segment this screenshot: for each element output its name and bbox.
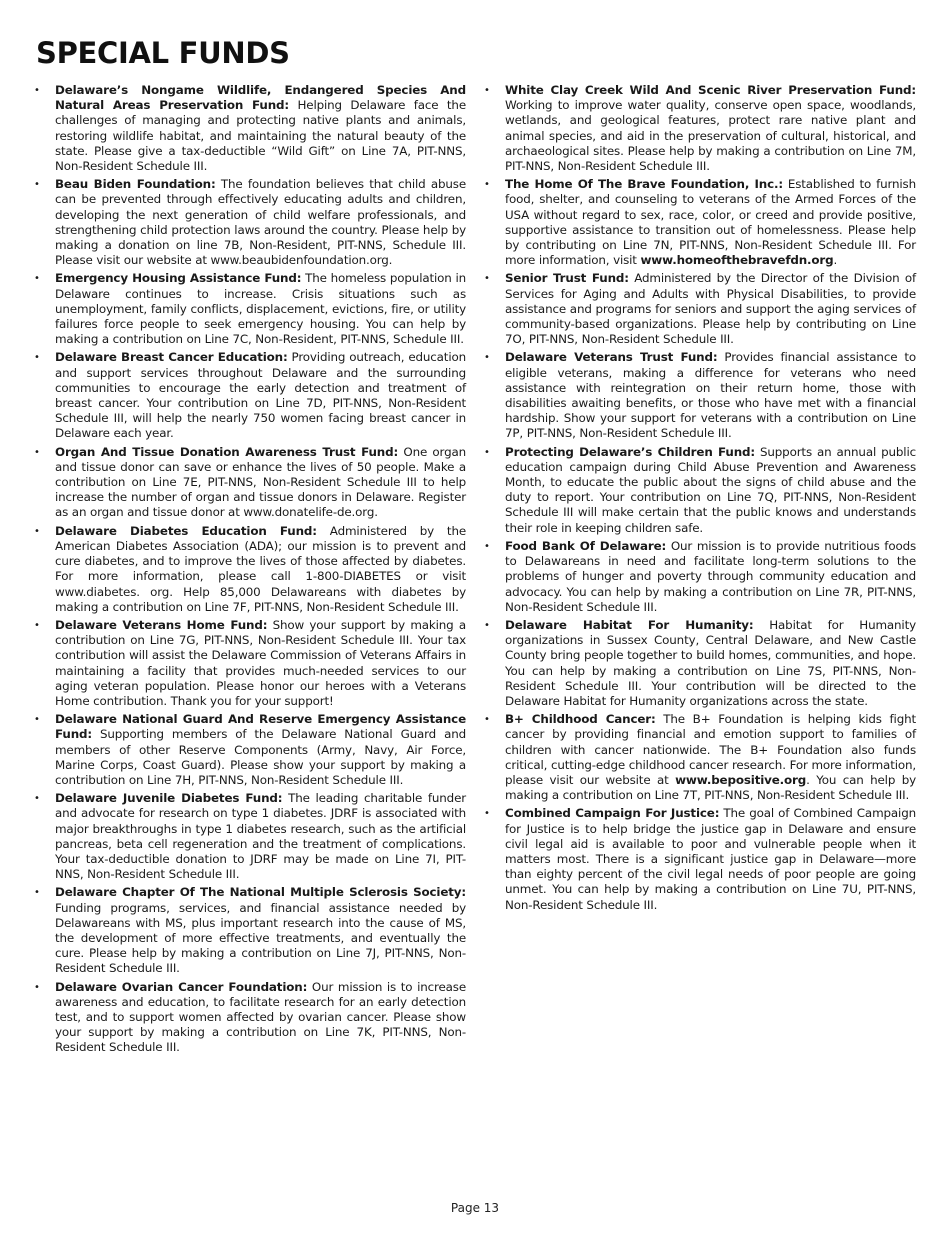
fund-description: Administered by the American Diabetes Association (ADA); our mission is to prevent and cure diabetes, and to improve the lives of those affected by diabetes. For more information, please call 1-800-DIABETES or visit www.diabetes. org. Help 85,000 Delawareans with diabetes by making a contribution on Line 7F, PIT-NNS, Non-Resident Schedule III. xyxy=(55,523,466,614)
fund-description: The leading charitable funder and advocate for research on type 1 diabetes. JDRF is associated with major breakthroughs in type 1 diabetes research, such as the artificial pancreas, beta cell regeneration and the treatment of complications. Your tax-deductible donation to JDRF may be made on Line 7I, PIT-NNS, Non-Resident Schedule III. xyxy=(55,791,466,882)
fund-name: Delaware Habitat For Humanity: xyxy=(505,617,754,632)
fund-item xyxy=(32,350,466,441)
fund-name: Delaware Breast Cancer Education: xyxy=(55,350,288,365)
bullet-icon: • xyxy=(484,808,490,820)
page-number: Page 13 xyxy=(450,1201,500,1215)
fund-item xyxy=(32,885,466,976)
fund-name: Organ And Tissue Donation Awareness Trust Fund: xyxy=(55,444,399,459)
bullet-icon: • xyxy=(484,179,490,191)
fund-description: The B+ Foundation is helping kids fight cancer by providing financial and emotion support to families of children with cancer nationwide. The B+ Foundation also funds critical, cutting-edge childhood cancer research. For more information, please visit our website at xyxy=(505,712,916,787)
bullet-icon: • xyxy=(484,714,490,726)
fund-item xyxy=(482,712,916,803)
bullet-icon: • xyxy=(34,179,40,191)
fund-item xyxy=(482,806,916,912)
fund-description: Show your support by making a contribution on Line 7G, PIT-NNS, Non-Resident Schedule III. Your tax contribution will assist the Delaware Commission of Veterans Affairs in maintaining a facility that provides much-needed services to our aging veteran population. Please honor our heroes with a Veterans Home contribution. Thank you for your support! xyxy=(55,617,466,708)
fund-description: Habitat for Humanity organizations in Sussex County, Central Delaware, and New Castle County bring people together to build homes, communities, and hope. You can help by making a contribution on Line 7S, PIT-NNS, Non-Resident Schedule III. Your contribution will be directed to the Delaware Habitat for Humanity organizations across the state. xyxy=(505,617,916,708)
fund-item xyxy=(32,271,466,347)
fund-item xyxy=(482,618,916,709)
bullet-icon: • xyxy=(484,352,490,364)
fund-item xyxy=(32,712,466,788)
bullet-icon: • xyxy=(34,981,40,993)
fund-item xyxy=(32,618,466,709)
fund-name: Senior Trust Fund: xyxy=(505,271,629,286)
fund-name: Delaware Veterans Home Fund: xyxy=(55,617,268,632)
fund-name: Delaware Veterans Trust Fund: xyxy=(505,350,718,365)
fund-description: The foundation believes that child abuse can be prevented through effectively educating adults and children, developing the next generation of child welfare professionals, and strengthening child protection laws around the country. Please help by making a donation on line 7B, Non-Resident, PIT-NNS, Schedule III. Please visit our website at www.beaubidenfoundation.org. xyxy=(55,177,466,268)
fund-description: Supports an annual public education campaign during Child Abuse Prevention and Awareness Month, to educate the public about the signs of child abuse and the duty to report. Your contribution on Line 7Q, PIT-NNS, Non-Resident Schedule III will make certain that the public knows and understands their role in keeping children safe. xyxy=(505,444,916,535)
bullet-icon: • xyxy=(34,525,40,537)
fund-description: Provides financial assistance to eligible veterans, making a difference for veterans who need assistance with reintegration on their return home, those with disabilities awaiting benefits, or those who have met with a financial hardship. Show your support for veterans with a contribution on Line 7P, PIT-NNS, Non-Resident Schedule III. xyxy=(505,350,916,441)
fund-item xyxy=(482,271,916,347)
fund-description-end: . You can help by making a contribution on Line 7T, PIT-NNS, Non-Resident Schedule III. xyxy=(505,772,916,803)
fund-item xyxy=(482,445,916,536)
bullet-icon: • xyxy=(484,85,490,96)
fund-description: Working to improve water quality, conserve open space, woodlands, wetlands, and geological features, protect rare native plant and animal species, and aid in the preservation of cultural, historical, and archaeological sites. Please help by making a contribution on Line 7M, PIT-NNS, Non-Resident Schedule III. xyxy=(505,98,916,174)
bullet-icon: • xyxy=(34,793,40,805)
fund-description: Established to furnish food, shelter, and counseling to veterans of the Armed Forces of the USA without regard to sex, race, color, or creed and provide positive, supportive assistance to transition out of homelessness. Please help by contributing on Line 7N, PIT-NNS, Non-Resident Schedule III. For more information, visit xyxy=(505,177,916,268)
website-link[interactable]: www.homeofthebravefdn.org xyxy=(640,253,834,268)
fund-description: Providing outreach, education and support services throughout Delaware and the surrounding communities to encourage the early detection and treatment of breast cancer. Your contribution on Line 7D, PIT-NNS, Non-Resident Schedule III, will help the nearly 750 women facing breast cancer in Delaware each year. xyxy=(55,350,466,441)
fund-description: The goal of Combined Campaign for Justice is to help bridge the justice gap in Delaware and ensure civil legal aid is available to poor and vulnerable people when it matters most. There is a significant justice gap in Delaware—more than eighty percent of the civil legal needs of poor people are going unmet. You can help by making a contribution on Line 7U, PIT-NNS, Non-Resident Schedule III. xyxy=(505,806,916,912)
fund-item xyxy=(482,350,916,441)
fund-name: Delaware’s Nongame Wildlife, Endangered Species And Natural Areas Preservation Fund: xyxy=(55,83,466,113)
website-link[interactable]: www.bepositive.org xyxy=(675,772,807,787)
fund-name: Delaware Diabetes Education Fund: xyxy=(55,523,317,538)
bullet-icon: • xyxy=(484,446,490,458)
bullet-icon: • xyxy=(34,887,40,899)
fund-name: Delaware Juvenile Diabetes Fund: xyxy=(55,791,283,806)
fund-description: One organ and tissue donor can save or enhance the lives of 50 people. Make a contribution on Line 7E, PIT-NNS, Non-Resident Schedule III to help increase the number of organ and tissue donors in Delaware. Register as an organ and tissue donor at www.donatelife-de.org. xyxy=(55,444,466,520)
fund-description: Our mission is to increase awareness and education, to facilitate research for an early detection test, and to support women affected by ovarian cancer. Please show your support by making a contribution on Line 7K, PIT-NNS, Non-Resident Schedule III. xyxy=(55,979,466,1055)
fund-description: Administered by the Director of the Division of Services for Aging and Adults with Physical Disabilities, to provide assistance and programs for seniors and support the aging services of community-based organizations. Please help by contributing on Line 7O, PIT-NNS, Non-Resident Schedule III. xyxy=(505,271,916,347)
fund-item xyxy=(32,83,466,174)
fund-name: Delaware Ovarian Cancer Foundation: xyxy=(55,979,308,994)
fund-name: The Home Of The Brave Foundation, Inc.: xyxy=(505,177,783,192)
fund-name: Delaware Chapter Of The National Multiple Sclerosis Society: xyxy=(55,885,466,900)
fund-item xyxy=(482,539,916,615)
bullet-icon: • xyxy=(34,446,40,458)
fund-name: Food Bank Of Delaware: xyxy=(505,538,667,553)
fund-name: Emergency Housing Assistance Fund: xyxy=(55,271,302,286)
bullet-icon: • xyxy=(34,352,40,364)
bullet-icon: • xyxy=(34,619,40,631)
page-title: SPECIAL FUNDS xyxy=(36,36,290,70)
fund-name: Delaware National Guard And Reserve Emergency Assistance Fund: xyxy=(55,712,466,742)
fund-name: Beau Biden Foundation: xyxy=(55,177,216,192)
fund-description: Our mission is to provide nutritious foods to Delawareans in need and facilitate long-term solutions to the problems of hunger and poverty through community education and advocacy. You can help by making a contribution on Line 7R, PIT-NNS, Non-Resident Schedule III. xyxy=(505,538,917,614)
fund-name: White Clay Creek Wild And Scenic River Preservation Fund: xyxy=(505,83,916,97)
fund-description: The homeless population in Delaware continues to increase. Crisis situations such as unemployment, family conflicts, displacement, evictions, fire, or utility failures force people to seek emergency housing. You can help by making a contribution on Line 7C, Non-Resident, PIT-NNS, Schedule III. xyxy=(55,271,466,347)
fund-name: Combined Campaign For Justice: xyxy=(505,806,720,821)
fund-item xyxy=(482,177,916,268)
bullet-icon: • xyxy=(484,619,490,631)
bullet-icon: • xyxy=(34,714,40,726)
right-fund-list xyxy=(482,83,916,916)
left-fund-list xyxy=(32,83,466,1059)
bullet-icon: • xyxy=(484,273,490,285)
fund-item xyxy=(32,791,466,882)
fund-description: Funding programs, services, and financial assistance needed by Delawareans with MS, plus important research into the cause of MS, the development of more effective treatments, and eventually the cure. Please help by making a contribution on Line 7J, PIT-NNS, Non-Resident Schedule III. xyxy=(55,900,466,976)
fund-item xyxy=(32,524,466,615)
fund-description-end: . xyxy=(833,253,838,268)
fund-item xyxy=(32,177,466,268)
fund-description: Helping Delaware face the challenges of managing and protecting native plants and animals, restoring wildlife habitat, and maintaining the natural beauty of the state. Please give a tax-deductible “Wild Gift” on Line 7A, PIT-NNS, Non-Resident Schedule III. xyxy=(55,98,466,174)
fund-item xyxy=(32,445,466,521)
fund-item xyxy=(32,980,466,1056)
fund-name: B+ Childhood Cancer: xyxy=(505,712,656,727)
bullet-icon: • xyxy=(34,85,40,96)
fund-item xyxy=(482,83,916,174)
fund-description: Supporting members of the Delaware National Guard and members of other Reserve Components (Army, Navy, Air Force, Marine Corps, Coast Guard). Please show your support by making a contribution on Line 7H, PIT-NNS, Non-Resident Schedule III. xyxy=(55,727,466,787)
bullet-icon: • xyxy=(34,273,40,285)
fund-name: Protecting Delaware’s Children Fund: xyxy=(505,444,755,459)
bullet-icon: • xyxy=(484,540,490,552)
